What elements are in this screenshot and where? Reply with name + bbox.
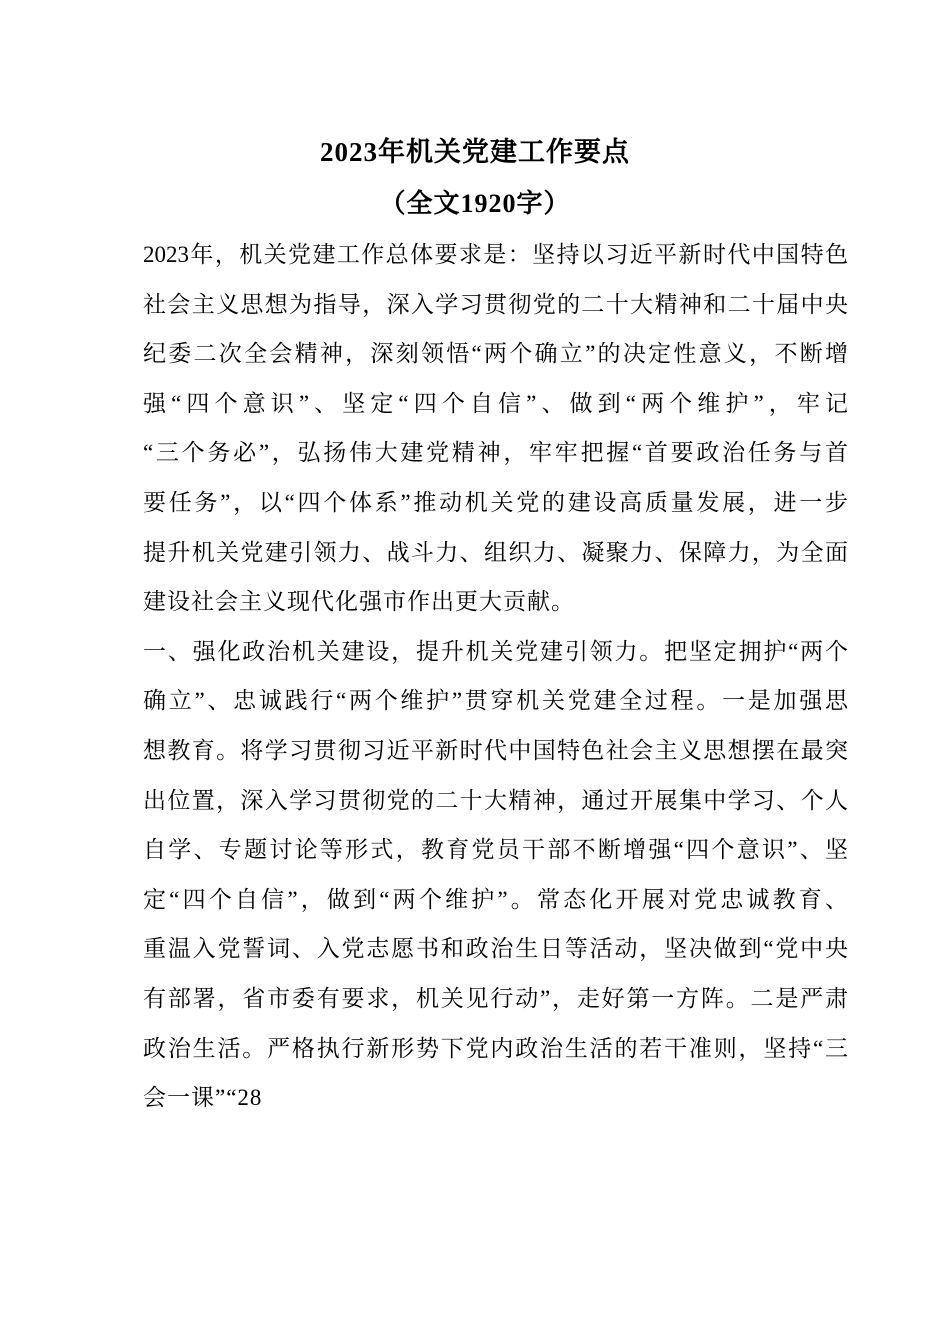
text-line: 纪委二次全会精神，深刻领悟“两个确立”的决定性意义，不断增 [143, 341, 848, 367]
document-subtitle: （全文1920字） [379, 189, 571, 218]
document-title: 2023年机关党建工作要点 [320, 137, 630, 167]
text-line: 重温入党誓词、入党志愿书和政治生日等活动，坚决做到“党中央 [143, 936, 848, 962]
paragraph-1 [143, 230, 848, 627]
text-line: 建设社会主义现代化强市作出更大贡献。 [143, 589, 575, 615]
text-line: 有部署，省市委有要求，机关见行动”，走好第一方阵。二是严肃 [143, 985, 848, 1011]
document-body [143, 230, 848, 1123]
text-line: 定“四个自信”，做到“两个维护”。常态化开展对党忠诚教育、 [143, 886, 848, 912]
text-line: 2023年，机关党建工作总体要求是：坚持以习近平新时代中国特色 [143, 242, 848, 267]
text-line: 一、强化政治机关建设，提升机关党建引领力。把坚定拥护“两个 [143, 638, 848, 664]
paragraph-2 [143, 627, 848, 1123]
text-line: 政治生活。严格执行新形势下党内政治生活的若干准则，坚持“三 [143, 1035, 848, 1061]
text-line: 要任务”，以“四个体系”推动机关党的建设高质量发展，进一步 [143, 489, 848, 515]
text-line: 想教育。将学习贯彻习近平新时代中国特色社会主义思想摆在最突 [143, 737, 848, 763]
text-line: 会一课”“28 [143, 1085, 263, 1111]
text-line: “三个务必”，弘扬伟大建党精神，牢牢把握“首要政治任务与首 [143, 440, 848, 466]
text-line: 出位置，深入学习贯彻党的二十大精神，通过开展集中学习、个人 [143, 787, 848, 813]
text-line: 自学、专题讨论等形式，教育党员干部不断增强“四个意识”、坚 [143, 837, 848, 863]
text-line: 提升机关党建引领力、战斗力、组织力、凝聚力、保障力，为全面 [143, 539, 848, 565]
text-line: 强“四个意识”、坚定“四个自信”、做到“两个维护”，牢记 [143, 390, 848, 416]
text-line: 社会主义思想为指导，深入学习贯彻党的二十大精神和二十届中央 [143, 291, 848, 317]
text-line: 确立”、忠诚践行“两个维护”贯穿机关党建全过程。一是加强思 [143, 688, 848, 714]
